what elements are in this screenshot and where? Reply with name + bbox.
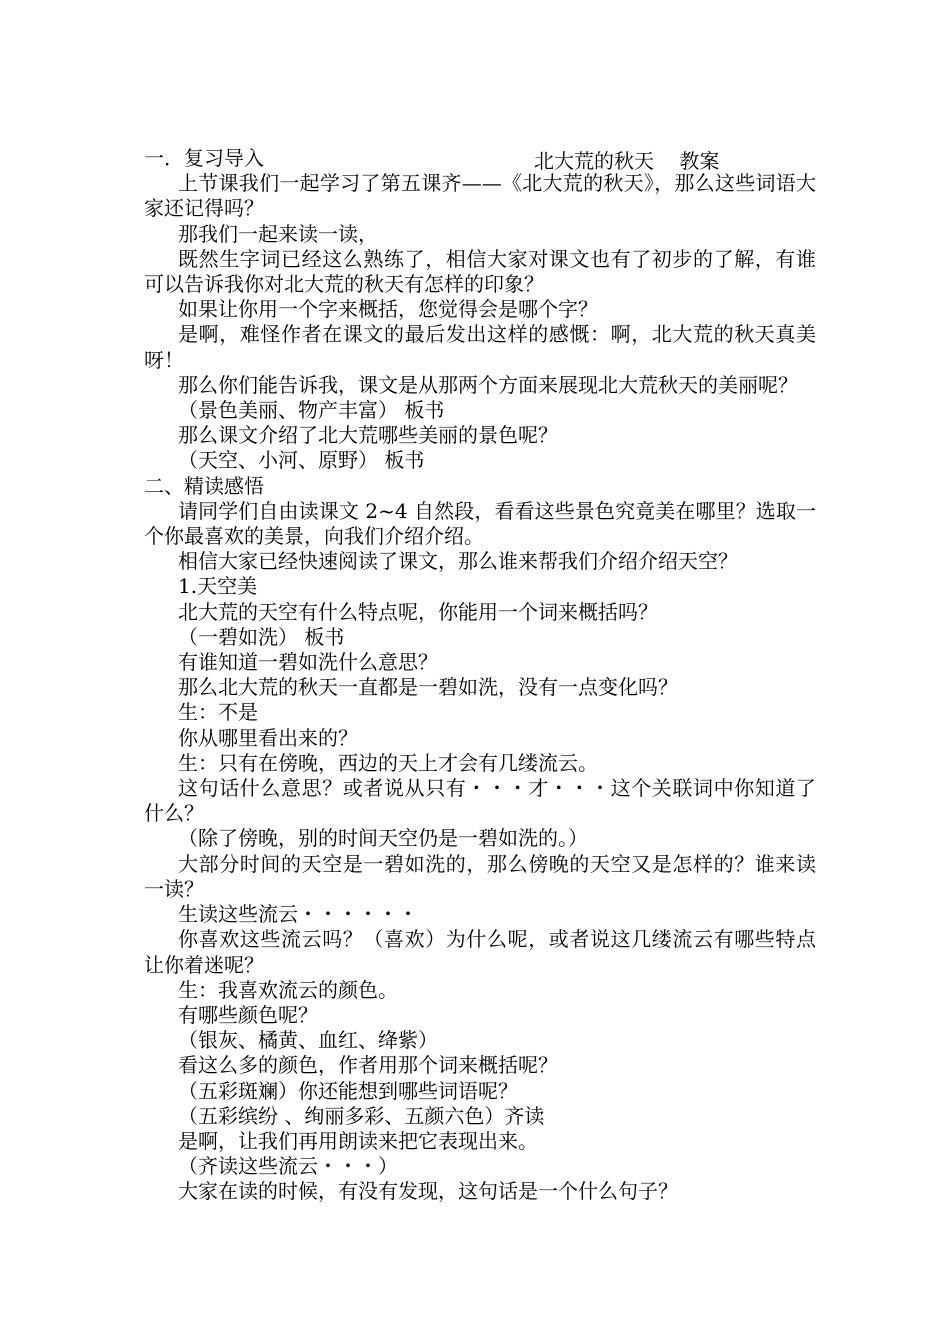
paragraph: 生：只有在傍晚，西边的天上才会有几缕流云。 (178, 750, 598, 775)
paragraph: （齐读这些流云・・・） (178, 1154, 398, 1179)
section-heading: 二、精读感悟 (144, 473, 264, 498)
paragraph: （五彩斑斓）你还能想到哪些词语呢？ (178, 1078, 518, 1103)
paragraph: 那么课文介绍了北大荒哪些美丽的景色呢？ (178, 423, 558, 448)
paragraph: （银灰、橘黄、血红、绛紫） (178, 1028, 438, 1053)
paragraph: （天空、小河、原野） 板书 (178, 448, 425, 473)
paragraph: 既然生字词已经这么熟练了，相信大家对课文也有了初步的了解，有谁可以告诉我你对北大荒的秋天有怎样的印象？ (144, 246, 816, 297)
section-heading: 一．复习导入 (144, 146, 264, 170)
paragraph: （一碧如洗） 板书 (178, 624, 345, 649)
paragraph: 是啊，让我们再用朗读来把它表现出来。 (178, 1128, 538, 1153)
paragraph: 请同学们自由读课文 2~4 自然段，看看这些景色究竟美在哪里？选取一个你最喜欢的美景，向我们介绍介绍。 (144, 498, 816, 549)
paragraph: 看这么多的颜色，作者用那个词来概括呢？ (178, 1053, 558, 1078)
paragraph: 如果让你用一个字来概括，您觉得会是哪个字？ (178, 297, 598, 322)
paragraph: 北大荒的天空有什么特点呢，你能用一个词来概括吗？ (178, 599, 658, 624)
paragraph: 有哪些颜色呢？ (178, 1002, 318, 1027)
paragraph: 那么北大荒的秋天一直都是一碧如洗，没有一点变化吗？ (178, 675, 678, 700)
paragraph: 生：不是 (178, 700, 258, 725)
paragraph: 那么你们能告诉我，课文是从那两个方面来展现北大荒秋天的美丽呢？ (178, 372, 798, 397)
paragraph: 你从哪里看出来的？ (178, 725, 358, 750)
document-body (144, 146, 816, 1205)
paragraph: 那我们一起来读一读， (178, 221, 378, 246)
paragraph: 你喜欢这些流云吗？（喜欢）为什么呢，或者说这几缕流云有哪些特点让你着迷呢？ (144, 927, 816, 977)
paragraph: 上节课我们一起学习了第五课齐——《北大荒的秋天》，那么这些词语大家还记得吗？ (144, 171, 816, 221)
paragraph: 相信大家已经快速阅读了课文，那么谁来帮我们介绍介绍天空？ (178, 549, 738, 574)
paragraph: 大家在读的时候，有没有发现，这句话是一个什么句子？ (178, 1179, 678, 1204)
paragraph: 大部分时间的天空是一碧如洗的，那么傍晚的天空又是怎样的？谁来读一读？ (144, 851, 816, 901)
paragraph: 是啊，难怪作者在课文的最后发出这样的感慨：啊，北大荒的秋天真美呀！ (144, 322, 816, 372)
paragraph: 有谁知道一碧如洗什么意思？ (178, 650, 438, 675)
paragraph: 这句话什么意思？或者说从只有・・・才・・・这个关联词中你知道了什么？ (144, 776, 816, 826)
paragraph: （景色美丽、物产丰富） 板书 (178, 398, 445, 423)
paragraph: 生读这些流云・・・・・・ (178, 902, 418, 927)
document-title: 北大荒的秋天 教案 (534, 149, 720, 173)
paragraph: 1.天空美 (178, 574, 258, 599)
paragraph: （除了傍晚，别的时间天空仍是一碧如洗的。） (178, 826, 588, 851)
paragraph: 生：我喜欢流云的颜色。 (178, 977, 398, 1002)
paragraph: （五彩缤纷 、绚丽多彩、五颜六色）齐读 (178, 1103, 545, 1128)
